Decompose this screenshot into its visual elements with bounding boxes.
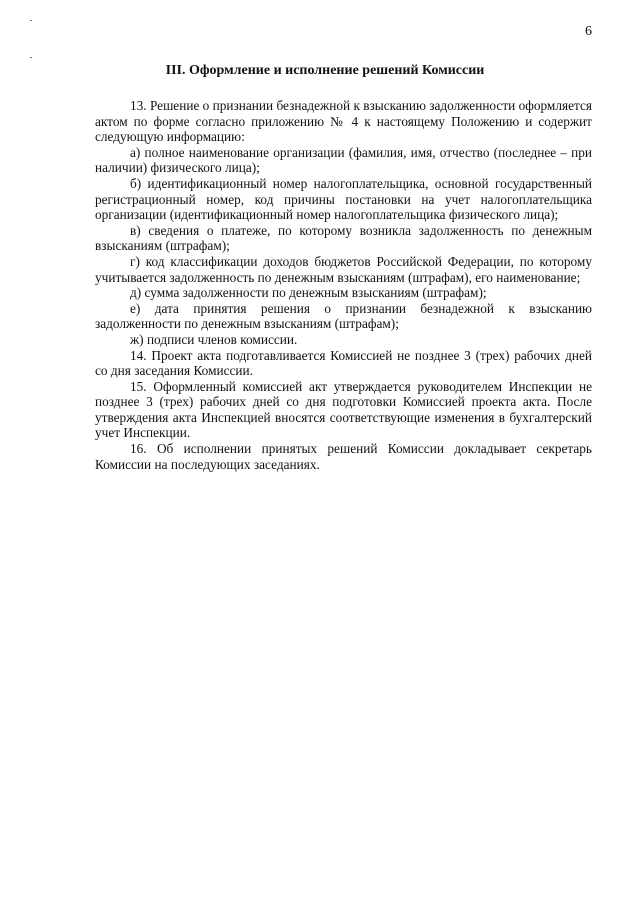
list-item-d: д) сумма задолженности по денежным взысканиям (штрафам); — [130, 285, 487, 301]
margin-mark — [30, 57, 32, 58]
paragraph-16: 16. Об исполнении принятых решений Комиссии докладывает секретарь Комиссии на последующих заседаниях. — [95, 441, 592, 472]
list-item-g: г) код классификации доходов бюджетов Российской Федерации, по которому учитывается задолженность по денежным взысканиям (штрафам), его наименование; — [95, 253, 592, 285]
body-text — [95, 98, 592, 472]
list-item-zh: ж) подписи членов комиссии. — [130, 331, 298, 347]
list-item-a: а) полное наименование организации (фамилия, имя, отчество (последнее – при наличии) физического лица); — [95, 144, 592, 176]
paragraph-14: 14. Проект акта подготавливается Комиссией не позднее 3 (трех) рабочих дней со дня заседания Комиссии. — [95, 347, 592, 379]
list-item-v: в) сведения о платеже, по которому возникла задолженность по денежным взысканиям (штрафам); — [95, 222, 592, 254]
paragraph-15: 15. Оформленный комиссией акт утверждается руководителем Инспекции не позднее 3 (трех) рабочих дней со дня подготовки Комиссией проекта акта. После утверждения акта Инспекцией вносятся соответствующие изменения в бухгалтерский учет Инспекции. — [95, 378, 592, 441]
margin-mark — [30, 20, 32, 21]
page-number: 6 — [585, 24, 592, 39]
paragraph-13: 13. Решение о признании безнадежной к взысканию задолженности оформляется актом по форме согласно приложению № 4 к настоящему Положению и содержит следующую информацию: — [95, 98, 592, 145]
section-title: III. Оформление и исполнение решений Комиссии — [165, 63, 485, 78]
list-item-b: б) идентификационный номер налогоплательщика, основной государственный регистрационный номер, код причины постановки на учет налогоплательщика организации (идентификационный номер налогоплательщика физического лица); — [95, 175, 592, 223]
list-item-e: е) дата принятия решения о признании безнадежной к взысканию задолженности по денежным взысканиям (штрафам); — [95, 300, 592, 332]
